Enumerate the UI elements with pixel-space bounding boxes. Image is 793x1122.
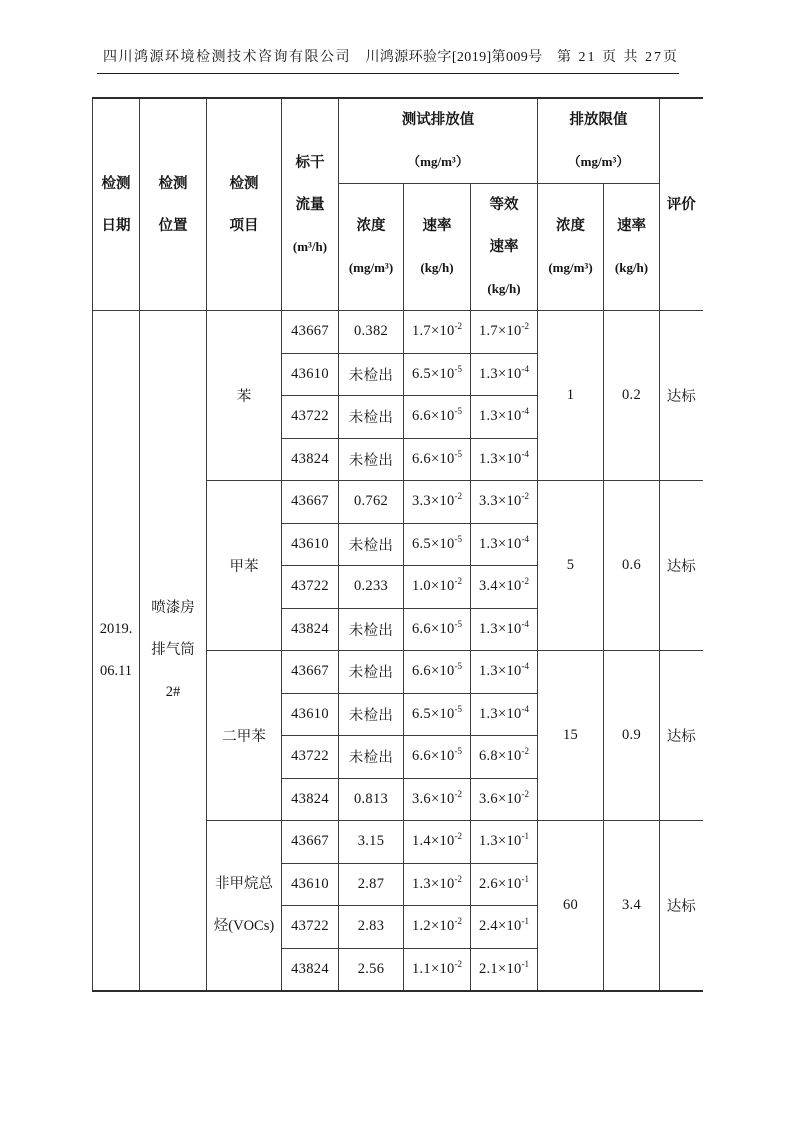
rate-exponent: -5 (454, 661, 463, 672)
rate-cell (404, 481, 471, 524)
eq-rate-exponent: -4 (521, 406, 530, 417)
concentration-cell: 0.382 (339, 311, 404, 354)
rate-cell (404, 821, 471, 864)
date-line1: 2019. (99, 621, 133, 638)
rate-value: 6.6×10 (411, 620, 455, 637)
flow-cell: 43667 (282, 821, 339, 864)
evaluation-cell: 达标 (660, 311, 703, 481)
evaluation-cell: 达标 (660, 821, 703, 991)
header-evaluation-label: 评价 (666, 196, 696, 213)
concentration-cell: 未检出 (339, 438, 404, 481)
limit-concentration-cell: 5 (538, 481, 604, 651)
date-line2: 06.11 (99, 663, 133, 680)
concentration-cell: 未检出 (339, 353, 404, 396)
item-name: 苯 (236, 389, 252, 405)
eq-rate-value: 1.3×10 (478, 408, 522, 425)
rate-exponent: -2 (454, 788, 463, 799)
item-cell (207, 651, 282, 821)
flow-cell: 43824 (282, 608, 339, 651)
rate-cell (404, 566, 471, 609)
header-limit-conc-unit: (mg/m³) (548, 260, 593, 275)
location-line2: 排气筒 (151, 642, 195, 659)
equivalent-rate-cell (471, 948, 538, 991)
rate-value: 6.5×10 (411, 705, 455, 722)
flow-cell: 43610 (282, 353, 339, 396)
equivalent-rate-cell (471, 608, 538, 651)
header-limit-concentration (538, 184, 604, 311)
header-evaluation (660, 98, 703, 311)
limit-rate-cell: 0.2 (604, 311, 660, 481)
eq-rate-exponent: -2 (521, 576, 530, 587)
concentration-cell: 未检出 (339, 693, 404, 736)
eq-rate-value: 1.3×10 (478, 365, 522, 382)
eq-rate-exponent: -1 (521, 916, 530, 927)
equivalent-rate-cell (471, 353, 538, 396)
header-equivalent-rate (471, 184, 538, 311)
rate-value: 6.6×10 (411, 748, 455, 765)
header-test-concentration (339, 184, 404, 311)
rate-exponent: -2 (454, 831, 463, 842)
eq-rate-exponent: -2 (521, 491, 530, 502)
date-cell (93, 311, 140, 991)
rate-cell (404, 863, 471, 906)
concentration-cell: 0.233 (339, 566, 404, 609)
eq-rate-value: 3.4×10 (478, 578, 522, 595)
header-group-test-title: 测试排放值 (401, 112, 475, 128)
item-cell (207, 311, 282, 481)
location-line1: 喷漆房 (151, 600, 195, 617)
eq-rate-exponent: -1 (521, 873, 530, 884)
limit-rate-cell: 0.6 (604, 481, 660, 651)
location-cell (140, 311, 207, 991)
header-eq-rate-unit: (kg/h) (487, 281, 521, 296)
rate-exponent: -2 (454, 576, 463, 587)
eq-rate-value: 2.4×10 (478, 918, 522, 935)
header-group-test-unit: （mg/m³） (407, 154, 469, 169)
eq-rate-exponent: -4 (521, 618, 530, 629)
equivalent-rate-cell (471, 566, 538, 609)
eq-rate-exponent: -4 (521, 363, 530, 374)
eq-rate-value: 1.3×10 (478, 620, 522, 637)
evaluation-cell: 达标 (660, 651, 703, 821)
rate-value: 1.7×10 (411, 323, 455, 340)
doc-number: 川鸿源环验字[2019]第009号 (365, 50, 543, 65)
rate-exponent: -5 (454, 703, 463, 714)
rate-value: 6.6×10 (411, 450, 455, 467)
item-name: 甲苯 (229, 559, 259, 575)
header-limit-conc-label: 浓度 (556, 218, 585, 234)
item-name: 二甲苯 (222, 729, 266, 745)
eq-rate-value: 3.3×10 (478, 493, 522, 510)
eq-rate-value: 1.3×10 (478, 833, 522, 850)
flow-cell: 43722 (282, 566, 339, 609)
rate-value: 3.6×10 (411, 790, 455, 807)
concentration-cell: 未检出 (339, 651, 404, 694)
equivalent-rate-cell (471, 821, 538, 864)
emission-results-table (92, 97, 703, 992)
item-name-line2: 烃(VOCs) (213, 918, 275, 935)
header-limit-rate-unit: (kg/h) (614, 260, 649, 275)
header-date-line1: 检测 (101, 175, 131, 192)
concentration-cell: 0.813 (339, 778, 404, 821)
rate-value: 1.4×10 (411, 833, 455, 850)
page-number: 第 21 页 共 27页 (557, 50, 679, 65)
flow-cell: 43722 (282, 906, 339, 949)
rate-value: 1.0×10 (411, 578, 455, 595)
eq-rate-exponent: -4 (521, 661, 530, 672)
rate-cell (404, 608, 471, 651)
rate-cell (404, 778, 471, 821)
eq-rate-value: 1.7×10 (478, 323, 522, 340)
header-item-line2: 项目 (229, 217, 259, 234)
rate-exponent: -2 (454, 321, 463, 332)
eq-rate-exponent: -4 (521, 533, 530, 544)
header-test-rate-label: 速率 (422, 218, 452, 234)
header-flow-line1: 标干 (295, 154, 325, 171)
company-name: 四川鸿源环境检测技术咨询有限公司 (103, 50, 351, 65)
header-group-emission-limit (538, 98, 660, 184)
header-limit-rate (604, 184, 660, 311)
header-test-rate (404, 184, 471, 311)
rate-cell (404, 396, 471, 439)
limit-concentration-cell: 15 (538, 651, 604, 821)
page-header (97, 46, 679, 74)
header-test-conc-unit: (mg/m³) (348, 260, 394, 275)
equivalent-rate-cell (471, 311, 538, 354)
rate-cell (404, 311, 471, 354)
item-cell (207, 481, 282, 651)
eq-rate-value: 6.8×10 (478, 748, 522, 765)
eq-rate-value: 1.3×10 (478, 450, 522, 467)
header-test-conc-label: 浓度 (356, 218, 386, 234)
eq-rate-value: 2.1×10 (478, 960, 522, 977)
header-eq-rate-line1: 等效 (489, 197, 519, 213)
rate-cell (404, 523, 471, 566)
concentration-cell: 2.83 (339, 906, 404, 949)
rate-value: 6.5×10 (411, 535, 455, 552)
rate-exponent: -5 (454, 618, 463, 629)
rate-cell (404, 651, 471, 694)
equivalent-rate-cell (471, 438, 538, 481)
equivalent-rate-cell (471, 523, 538, 566)
concentration-cell: 未检出 (339, 396, 404, 439)
header-flow (282, 98, 339, 311)
rate-cell (404, 948, 471, 991)
equivalent-rate-cell (471, 906, 538, 949)
eq-rate-exponent: -2 (521, 788, 530, 799)
header-test-rate-unit: (kg/h) (420, 260, 454, 275)
rate-value: 3.3×10 (411, 493, 455, 510)
rate-exponent: -2 (454, 873, 463, 884)
eq-rate-exponent: -2 (521, 321, 530, 332)
limit-concentration-cell: 1 (538, 311, 604, 481)
rate-value: 6.6×10 (411, 408, 455, 425)
header-flow-line2: 流量 (295, 196, 325, 213)
header-group-limit-unit: （mg/m³） (567, 154, 630, 169)
flow-cell: 43824 (282, 778, 339, 821)
header-location-line1: 检测 (158, 175, 188, 192)
eq-rate-exponent: -2 (521, 746, 530, 757)
flow-cell: 43722 (282, 396, 339, 439)
flow-cell: 43667 (282, 311, 339, 354)
concentration-cell: 2.87 (339, 863, 404, 906)
rate-cell (404, 906, 471, 949)
header-item-line1: 检测 (229, 175, 259, 192)
evaluation-cell: 达标 (660, 481, 703, 651)
rate-cell (404, 693, 471, 736)
header-group-test-emission (339, 98, 538, 184)
rate-exponent: -2 (454, 958, 463, 969)
header-eq-rate-line2: 速率 (489, 239, 519, 255)
rate-cell (404, 353, 471, 396)
rate-exponent: -2 (454, 916, 463, 927)
rate-exponent: -5 (454, 533, 463, 544)
flow-cell: 43824 (282, 438, 339, 481)
rate-cell (404, 736, 471, 779)
location-line3: 2# (165, 684, 181, 701)
eq-rate-exponent: -4 (521, 703, 530, 714)
limit-rate-cell: 0.9 (604, 651, 660, 821)
rate-value: 6.5×10 (411, 365, 455, 382)
limit-rate-cell: 3.4 (604, 821, 660, 991)
rate-value: 1.3×10 (411, 875, 455, 892)
table-row (93, 311, 703, 354)
header-group-limit-title: 排放限值 (569, 112, 628, 128)
header-date (93, 98, 140, 311)
item-name-line1: 非甲烷总 (215, 876, 273, 893)
eq-rate-exponent: -4 (521, 448, 530, 459)
header-flow-unit: (m³/h) (292, 238, 328, 254)
flow-cell: 43667 (282, 481, 339, 524)
eq-rate-value: 3.6×10 (478, 790, 522, 807)
header-limit-rate-label: 速率 (617, 218, 646, 234)
equivalent-rate-cell (471, 778, 538, 821)
rate-exponent: -2 (454, 491, 463, 502)
eq-rate-exponent: -1 (521, 958, 530, 969)
concentration-cell: 0.762 (339, 481, 404, 524)
rate-exponent: -5 (454, 406, 463, 417)
flow-cell: 43722 (282, 736, 339, 779)
header-location-line2: 位置 (158, 217, 188, 234)
eq-rate-value: 1.3×10 (478, 663, 522, 680)
flow-cell: 43610 (282, 863, 339, 906)
rate-cell (404, 438, 471, 481)
rate-value: 1.2×10 (411, 918, 455, 935)
rate-value: 6.6×10 (411, 663, 455, 680)
flow-cell: 43610 (282, 693, 339, 736)
flow-cell: 43824 (282, 948, 339, 991)
equivalent-rate-cell (471, 396, 538, 439)
rate-value: 1.1×10 (411, 960, 455, 977)
concentration-cell: 未检出 (339, 523, 404, 566)
equivalent-rate-cell (471, 481, 538, 524)
equivalent-rate-cell (471, 693, 538, 736)
equivalent-rate-cell (471, 736, 538, 779)
eq-rate-value: 1.3×10 (478, 535, 522, 552)
eq-rate-value: 2.6×10 (478, 875, 522, 892)
eq-rate-value: 1.3×10 (478, 705, 522, 722)
concentration-cell: 未检出 (339, 736, 404, 779)
header-location (140, 98, 207, 311)
flow-cell: 43667 (282, 651, 339, 694)
item-cell (207, 821, 282, 991)
concentration-cell: 3.15 (339, 821, 404, 864)
concentration-cell: 未检出 (339, 608, 404, 651)
rate-exponent: -5 (454, 363, 463, 374)
header-date-line2: 日期 (101, 217, 131, 234)
equivalent-rate-cell (471, 651, 538, 694)
concentration-cell: 2.56 (339, 948, 404, 991)
eq-rate-exponent: -1 (521, 831, 530, 842)
rate-exponent: -5 (454, 746, 463, 757)
flow-cell: 43610 (282, 523, 339, 566)
header-item (207, 98, 282, 311)
rate-exponent: -5 (454, 448, 463, 459)
equivalent-rate-cell (471, 863, 538, 906)
limit-concentration-cell: 60 (538, 821, 604, 991)
